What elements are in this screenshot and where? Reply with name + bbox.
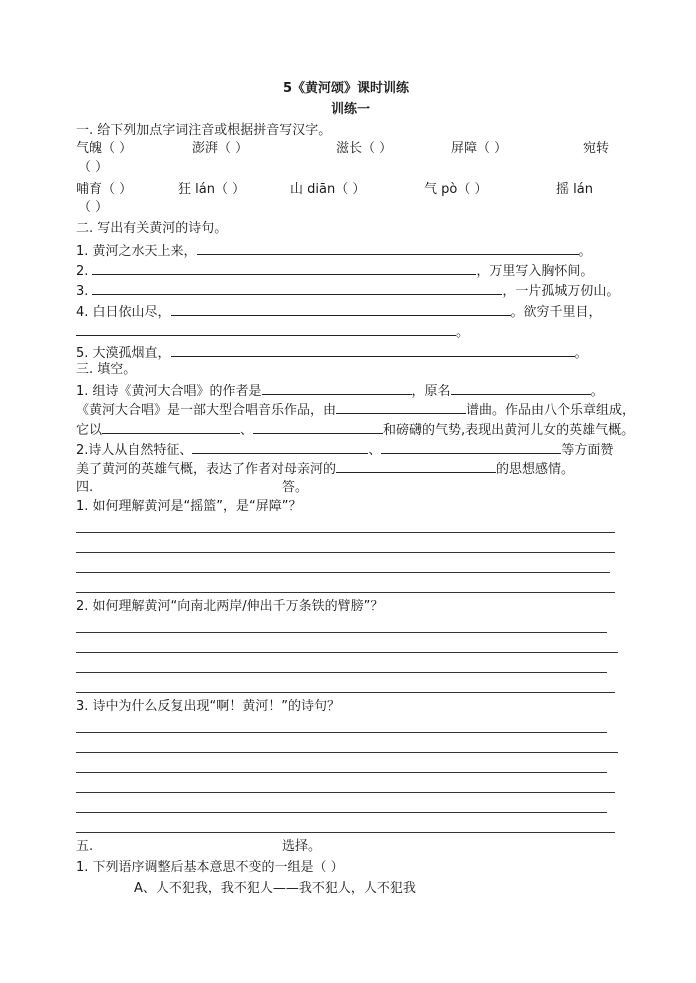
answer-line[interactable] — [76, 732, 607, 733]
section5-heading-number: 五. — [76, 839, 94, 854]
answer-blank[interactable] — [451, 381, 591, 395]
section4-heading-number: 四. — [76, 480, 94, 495]
answer-line[interactable] — [76, 832, 615, 833]
question-4-1: 1. 如何理解黄河是“摇篮”，是“屏障”？ — [76, 499, 302, 514]
answer-line[interactable] — [76, 772, 607, 773]
answer-line[interactable] — [76, 672, 607, 673]
answer-line[interactable] — [76, 652, 618, 653]
answer-blank[interactable] — [76, 322, 456, 336]
answer-blank[interactable] — [171, 343, 575, 357]
pinyin-item-5: 宛转 — [583, 141, 610, 156]
answer-blank[interactable] — [92, 281, 502, 295]
section5-heading-label: 选择。 — [282, 839, 322, 854]
answer-line[interactable] — [76, 552, 615, 553]
pinyin-item-3: 滋长（ ） — [336, 141, 393, 156]
fill-line-3: 它以 、 和磅礴的气势,表现出黄河儿女的英雄气概。 — [76, 420, 634, 439]
pinyin-item-4: 屏障（ ） — [451, 141, 508, 156]
question-4-2: 2. 如何理解黄河“向南北两岸/伸出千万条铁的臂膀”？ — [76, 599, 384, 614]
poem-line-1: 1. 黄河之水天上来， 。 — [76, 241, 592, 260]
fill-line-5: 美了黄河的英雄气概，表达了作者对母亲河的 的思想感情。 — [76, 459, 574, 478]
poem-line-3: 3. ，一片孤城万仞山。 — [76, 281, 619, 300]
section1-heading: 一. 给下列加点字词注音或根据拼音写汉字。 — [76, 123, 332, 138]
poem-line-4: 4. 白日依山尽， 。欲穷千里目， — [76, 302, 602, 321]
answer-line[interactable] — [76, 752, 618, 753]
section3-heading: 三. 填空。 — [76, 362, 137, 377]
answer-blank[interactable] — [336, 400, 466, 414]
page-title: 5《黄河颂》课时训练 — [283, 81, 410, 96]
pinyin-item-6: 哺育（ ） — [76, 182, 133, 197]
section4-heading-label: 答。 — [282, 480, 309, 495]
answer-line[interactable] — [76, 792, 615, 793]
pinyin-item-8: 山 diān（ ） — [290, 182, 366, 197]
pinyin-item-9: 气 pò（ ） — [424, 182, 488, 197]
question-4-3: 3. 诗中为什么反复出现“啊！黄河！”的诗句？ — [76, 699, 341, 714]
poem-line-5: 5. 大漠孤烟直， 。 — [76, 343, 588, 362]
fill-line-4: 2.诗人从自然特征、 、 等方面赞 — [76, 440, 613, 459]
question-5-1: 1. 下列语序调整后基本意思不变的一组是（ ） — [76, 860, 344, 875]
answer-line[interactable] — [76, 572, 610, 573]
answer-blank[interactable] — [102, 420, 240, 434]
answer-blank[interactable] — [381, 440, 561, 454]
answer-blank[interactable] — [336, 459, 496, 473]
poem-line-2: 2. ，万里写入胸怀间。 — [76, 261, 593, 280]
answer-line[interactable] — [76, 812, 607, 813]
pinyin-item-10: 摇 lán — [556, 182, 593, 197]
fill-line-2: 《黄河大合唱》是一部大型合唱音乐作品，由 谱曲。作品由八个乐章组成， — [76, 400, 635, 419]
answer-blank[interactable] — [192, 440, 368, 454]
choice-option-a[interactable]: A、人不犯我，我不犯人——我不犯人，人不犯我 — [134, 881, 416, 896]
answer-blank[interactable] — [92, 261, 476, 275]
pinyin-item-7: 狂 lán（ ） — [178, 182, 246, 197]
answer-line[interactable] — [76, 632, 607, 633]
pinyin-item-1: 气魄（ ） — [76, 141, 133, 156]
answer-line[interactable] — [76, 532, 615, 533]
page-subtitle: 训练一 — [331, 102, 371, 117]
answer-blank[interactable] — [253, 420, 383, 434]
answer-blank[interactable] — [197, 241, 579, 255]
pinyin-item-5-blank: （ ） — [78, 160, 109, 175]
answer-blank[interactable] — [262, 381, 412, 395]
pinyin-item-10-blank: （ ） — [78, 200, 109, 215]
answer-blank[interactable] — [171, 302, 511, 316]
answer-line[interactable] — [76, 592, 615, 593]
fill-line-1: 1. 组诗《黄河大合唱》的作者是 ，原名 。 — [76, 381, 604, 400]
poem-line-4-cont: 。 — [76, 322, 469, 341]
pinyin-item-2: 澎湃（ ） — [192, 141, 249, 156]
answer-line[interactable] — [76, 692, 615, 693]
section2-heading: 二. 写出有关黄河的诗句。 — [76, 221, 228, 236]
